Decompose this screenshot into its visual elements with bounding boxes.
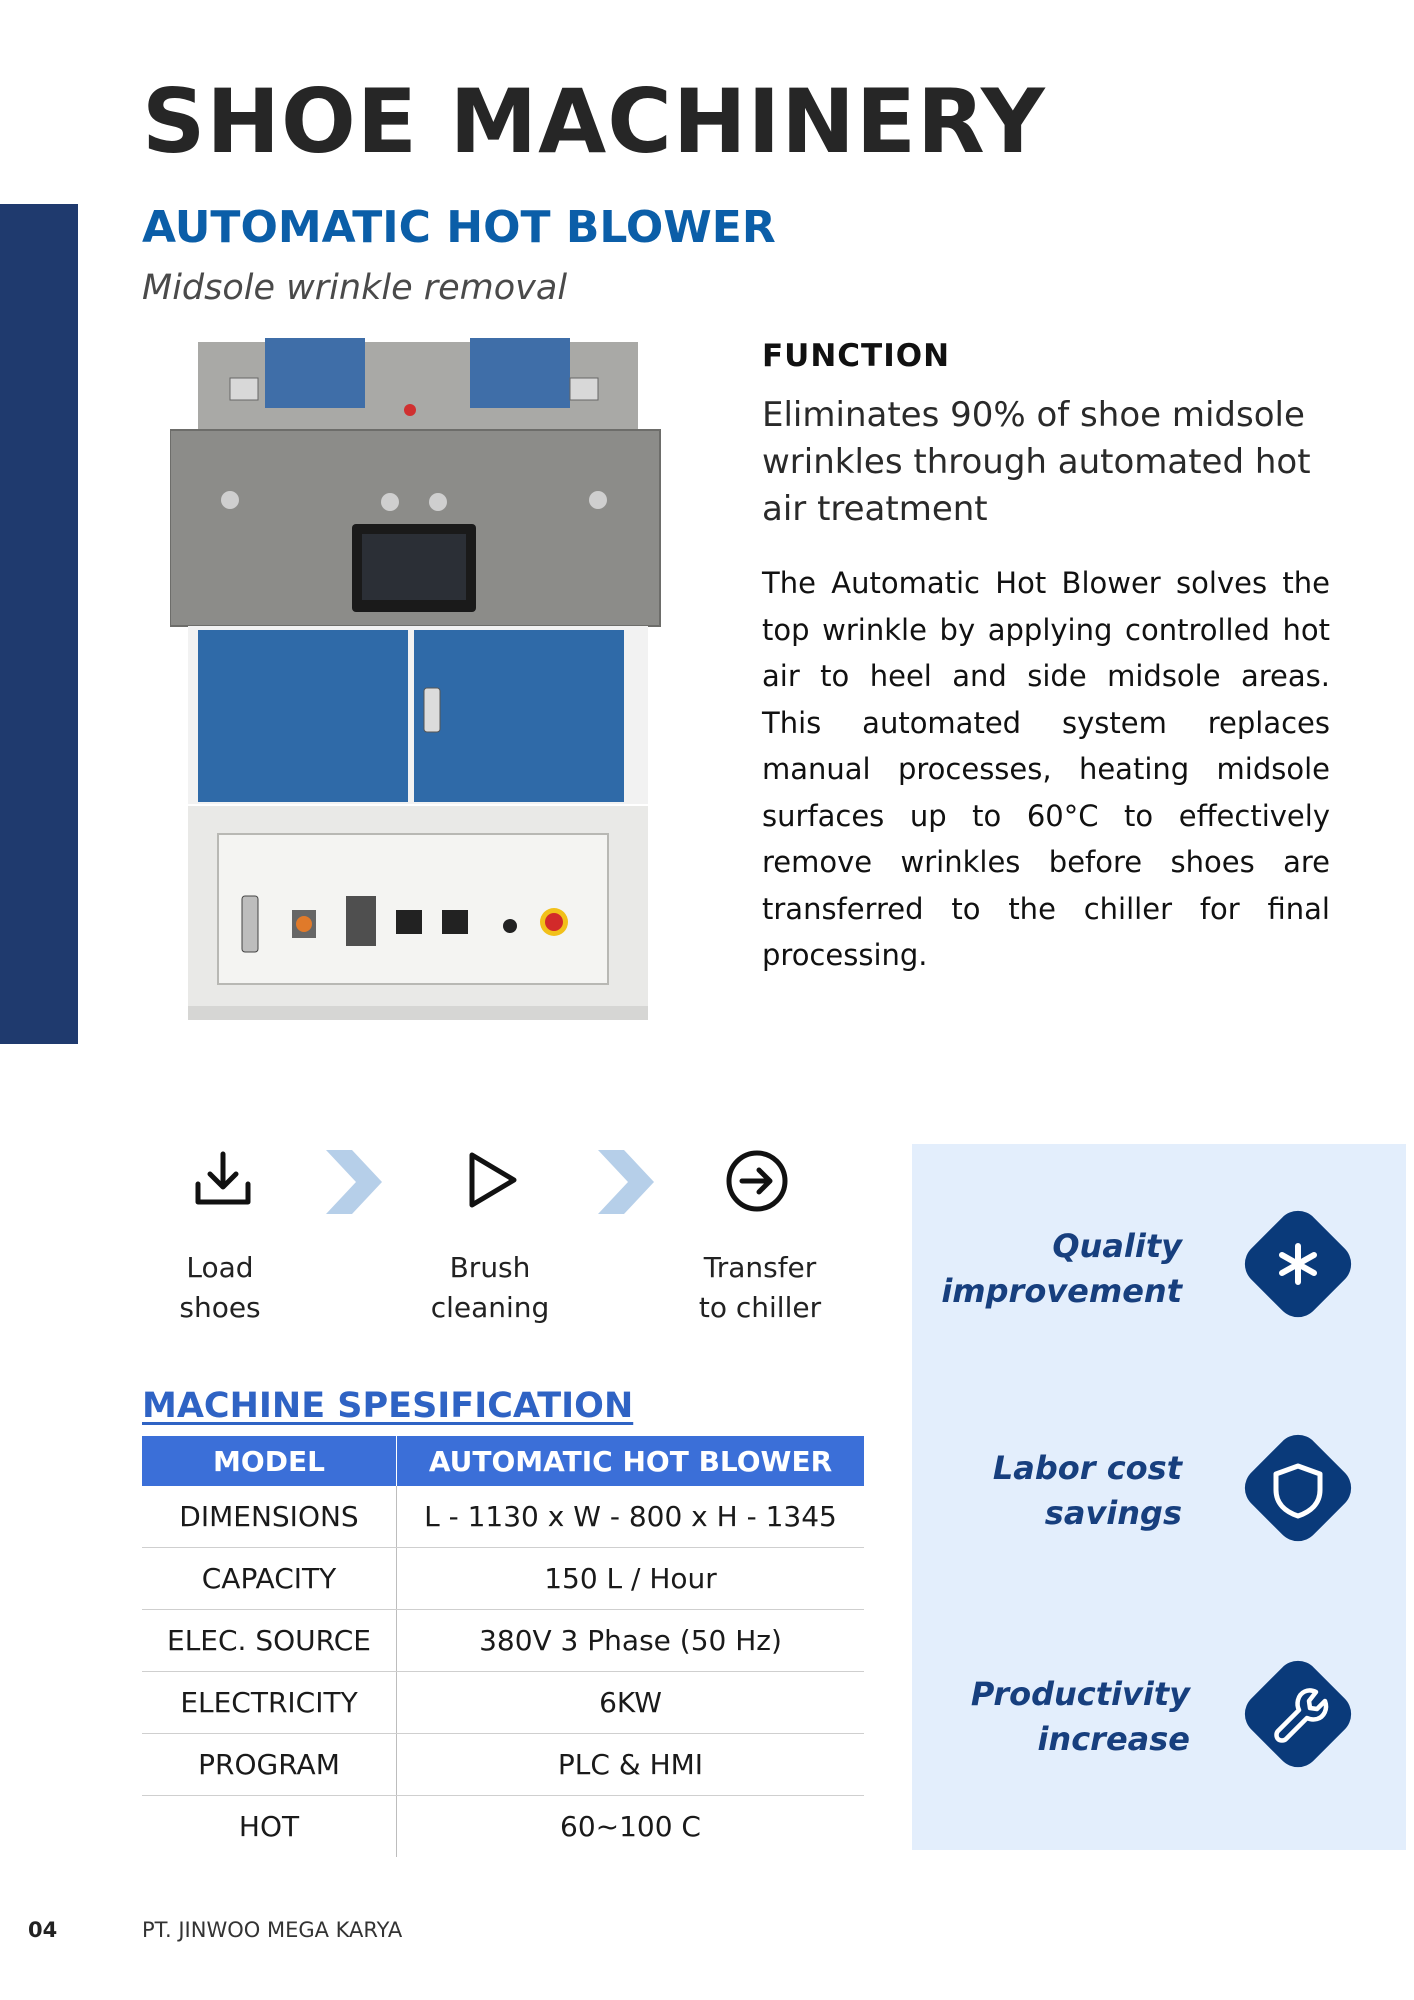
- spec-label-cell: HOT: [142, 1796, 397, 1858]
- spec-value-cell: 6KW: [397, 1672, 865, 1734]
- step-label-brush: Brush cleaning: [430, 1251, 550, 1324]
- company-name: PT. JINWOO MEGA KARYA: [142, 1918, 403, 1942]
- step-label-transfer: Transfer to chiller: [698, 1251, 822, 1324]
- step-label-load: Load shoes: [179, 1251, 261, 1324]
- chevron-right-icon: [326, 1150, 382, 1214]
- accent-sidebar-bar: [0, 204, 78, 1044]
- spec-value-cell: 60~100 C: [560, 1810, 701, 1843]
- spec-label-cell: ELEC. SOURCE: [142, 1610, 397, 1672]
- table-row: [142, 1734, 864, 1796]
- spec-table: [142, 1436, 864, 1857]
- spec-header-cell: AUTOMATIC HOT BLOWER: [397, 1436, 865, 1486]
- spec-label-cell: DIMENSIONS: [142, 1486, 397, 1548]
- spec-value-cell: PLC & HMI: [397, 1734, 865, 1796]
- page-number: 04: [28, 1918, 58, 1942]
- spec-title: MACHINE SPESIFICATION: [142, 1386, 634, 1426]
- table-row: [142, 1548, 864, 1610]
- function-description: The Automatic Hot Blower solves the top wrinkle by applying controlled hot air to heel and side midsole areas. This automated system replaces manual processes, heating midsole surfaces up to 60°C to effectively remove wrinkles before shoes are transferred to the chiller for final processing.: [762, 566, 1330, 972]
- spec-label-cell: ELECTRICITY: [142, 1672, 397, 1734]
- wrench-icon: [1232, 1648, 1364, 1780]
- product-title: AUTOMATIC HOT BLOWER: [142, 202, 776, 253]
- spec-label-cell: PROGRAM: [142, 1734, 397, 1796]
- download-tray-icon: [192, 1150, 254, 1210]
- benefit-productivity: Productivity increase: [970, 1675, 1190, 1758]
- benefit-labor-cost: Labor cost savings: [992, 1449, 1182, 1532]
- spec-label-cell: CAPACITY: [142, 1548, 397, 1610]
- table-row: [142, 1672, 864, 1734]
- page-title: SHOE MACHINERY: [142, 70, 1046, 173]
- asterisk-icon: [1232, 1198, 1364, 1330]
- spec-value-cell: 150 L / Hour: [397, 1548, 865, 1610]
- arrow-circle-right-icon: [724, 1148, 790, 1214]
- table-row: [142, 1610, 864, 1672]
- function-lead-text: Eliminates 90% of shoe midsole wrinkles through automated hot air treatment: [762, 395, 1311, 529]
- product-tagline: Midsole wrinkle removal: [142, 268, 568, 308]
- function-heading: FUNCTION: [762, 338, 951, 374]
- spec-value-cell: 380V 3 Phase (50 Hz): [397, 1610, 865, 1672]
- play-icon: [464, 1150, 520, 1210]
- table-row: [142, 1796, 864, 1858]
- benefit-quality: Quality improvement: [941, 1227, 1182, 1310]
- chevron-right-icon: [598, 1150, 654, 1214]
- spec-header-row: [142, 1436, 864, 1486]
- table-row: [142, 1486, 864, 1548]
- spec-header-cell: MODEL: [142, 1436, 397, 1486]
- benefits-panel: [912, 1144, 1406, 1850]
- spec-value-cell: L - 1130 x W - 800 x H - 1345: [397, 1486, 865, 1548]
- shield-icon: [1232, 1422, 1364, 1554]
- machine-photo: [170, 338, 670, 1030]
